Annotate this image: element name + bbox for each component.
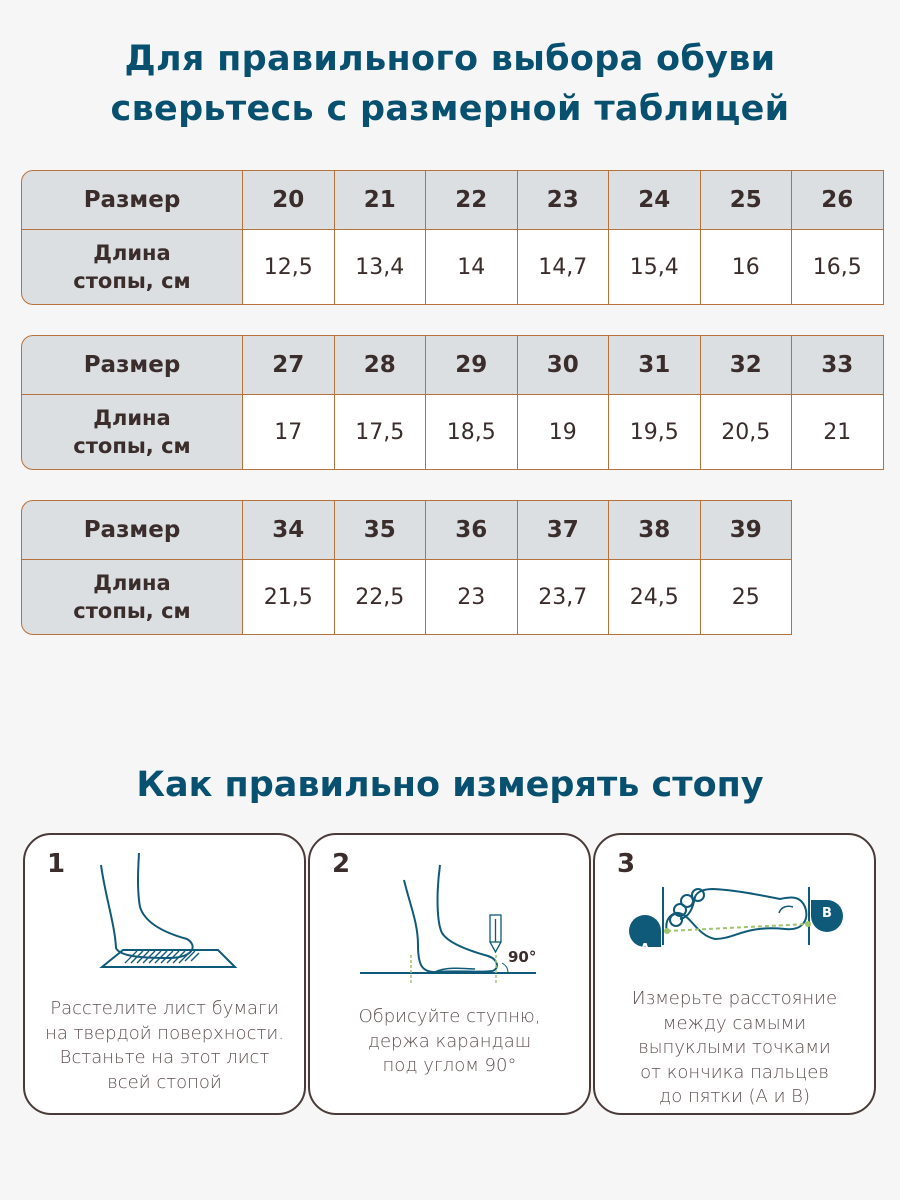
length-cell: 23,7 (518, 560, 610, 635)
size-cell: 28 (335, 335, 427, 395)
length-cell: 19 (518, 395, 610, 470)
size-row (21, 500, 792, 560)
foot-outline-pencil-icon (310, 835, 593, 995)
size-cell: 20 (243, 170, 335, 230)
size-row-label: Размер (21, 335, 243, 395)
length-row-label (21, 560, 243, 635)
desc-line: на твердой поверхности. (45, 1022, 284, 1044)
length-cell: 14,7 (518, 230, 610, 305)
step-description (318, 1005, 581, 1079)
angle-label: 90° (508, 948, 537, 966)
step-number: 2 (332, 849, 351, 879)
length-cell: 24,5 (609, 560, 701, 635)
step-description (33, 997, 296, 1095)
size-cell: 37 (518, 500, 610, 560)
length-cell: 12,5 (243, 230, 335, 305)
size-cell: 33 (792, 335, 884, 395)
page-title-line-1: Для правильного выбора обуви (124, 39, 776, 79)
length-label-line-1: Длина (93, 571, 171, 595)
length-row (21, 395, 884, 470)
size-cell: 31 (609, 335, 701, 395)
step-description (603, 987, 866, 1110)
length-row-label (21, 395, 243, 470)
length-cell: 13,4 (335, 230, 427, 305)
desc-line: до пятки (А и В) (659, 1086, 810, 1107)
svg-text:B: B (822, 906, 832, 921)
length-label-line-1: Длина (93, 241, 171, 265)
length-row-label (21, 230, 243, 305)
desc-line: выпуклыми точками (638, 1037, 831, 1058)
size-table-2 (21, 335, 884, 470)
desc-line: держа карандаш (367, 1030, 532, 1052)
size-cell: 22 (426, 170, 518, 230)
length-cell: 18,5 (426, 395, 518, 470)
pencil-icon (490, 915, 501, 952)
length-cell: 20,5 (701, 395, 793, 470)
page-title-line-2: сверьтесь с размерной таблицей (110, 89, 790, 129)
size-cell: 27 (243, 335, 335, 395)
size-table-1 (21, 170, 884, 305)
desc-line: под углом 90° (382, 1055, 517, 1076)
length-cell: 21 (792, 395, 884, 470)
size-cell: 29 (426, 335, 518, 395)
size-cell: 26 (792, 170, 884, 230)
desc-line: Расстелите лист бумаги (50, 998, 279, 1019)
size-cell: 30 (518, 335, 610, 395)
size-cell: 35 (335, 500, 427, 560)
size-cell: 39 (701, 500, 793, 560)
size-row (21, 170, 884, 230)
length-row (21, 230, 884, 305)
page-title (0, 34, 900, 134)
marker-b-icon (811, 900, 843, 932)
length-label-line-1: Длина (93, 406, 171, 430)
size-cell: 34 (243, 500, 335, 560)
desc-line: от кончика пальцев (640, 1061, 829, 1083)
length-cell: 23 (426, 560, 518, 635)
desc-line: Измерьте расстояние (631, 988, 838, 1009)
desc-line: Обрисуйте ступню, (358, 1006, 541, 1027)
size-cell: 23 (518, 170, 610, 230)
step-number: 1 (47, 849, 66, 879)
size-table-3 (21, 500, 792, 635)
length-cell: 21,5 (243, 560, 335, 635)
size-cell: 38 (609, 500, 701, 560)
length-label-line-2: стопы, см (73, 269, 191, 293)
size-cell: 21 (335, 170, 427, 230)
length-cell: 25 (701, 560, 793, 635)
desc-line: Встаньте на этот лист (59, 1047, 270, 1068)
size-cell: 32 (701, 335, 793, 395)
step-card-1 (23, 833, 306, 1115)
size-cell: 24 (609, 170, 701, 230)
foot-measure-icon (595, 835, 878, 995)
size-cell: 25 (701, 170, 793, 230)
length-cell: 17 (243, 395, 335, 470)
length-label-line-2: стопы, см (73, 599, 191, 623)
desc-line: между самыми (662, 1012, 807, 1034)
length-cell: 14 (426, 230, 518, 305)
foot-on-paper-icon (25, 835, 308, 995)
length-label-line-2: стопы, см (73, 434, 191, 458)
size-row-label: Размер (21, 170, 243, 230)
marker-a-icon (629, 915, 661, 957)
how-to-title: Как правильно измерять стопу (136, 765, 764, 805)
length-cell: 16,5 (792, 230, 884, 305)
size-cell: 36 (426, 500, 518, 560)
step-card-3 (593, 833, 876, 1115)
length-row (21, 560, 792, 635)
length-cell: 19,5 (609, 395, 701, 470)
size-row-label: Размер (21, 500, 243, 560)
length-cell: 22,5 (335, 560, 427, 635)
length-cell: 17,5 (335, 395, 427, 470)
step-number: 3 (617, 849, 636, 879)
svg-text:A: A (639, 942, 651, 957)
size-row (21, 335, 884, 395)
length-cell: 16 (701, 230, 793, 305)
desc-line: всей стопой (107, 1071, 222, 1093)
step-card-2 (308, 833, 591, 1115)
length-cell: 15,4 (609, 230, 701, 305)
